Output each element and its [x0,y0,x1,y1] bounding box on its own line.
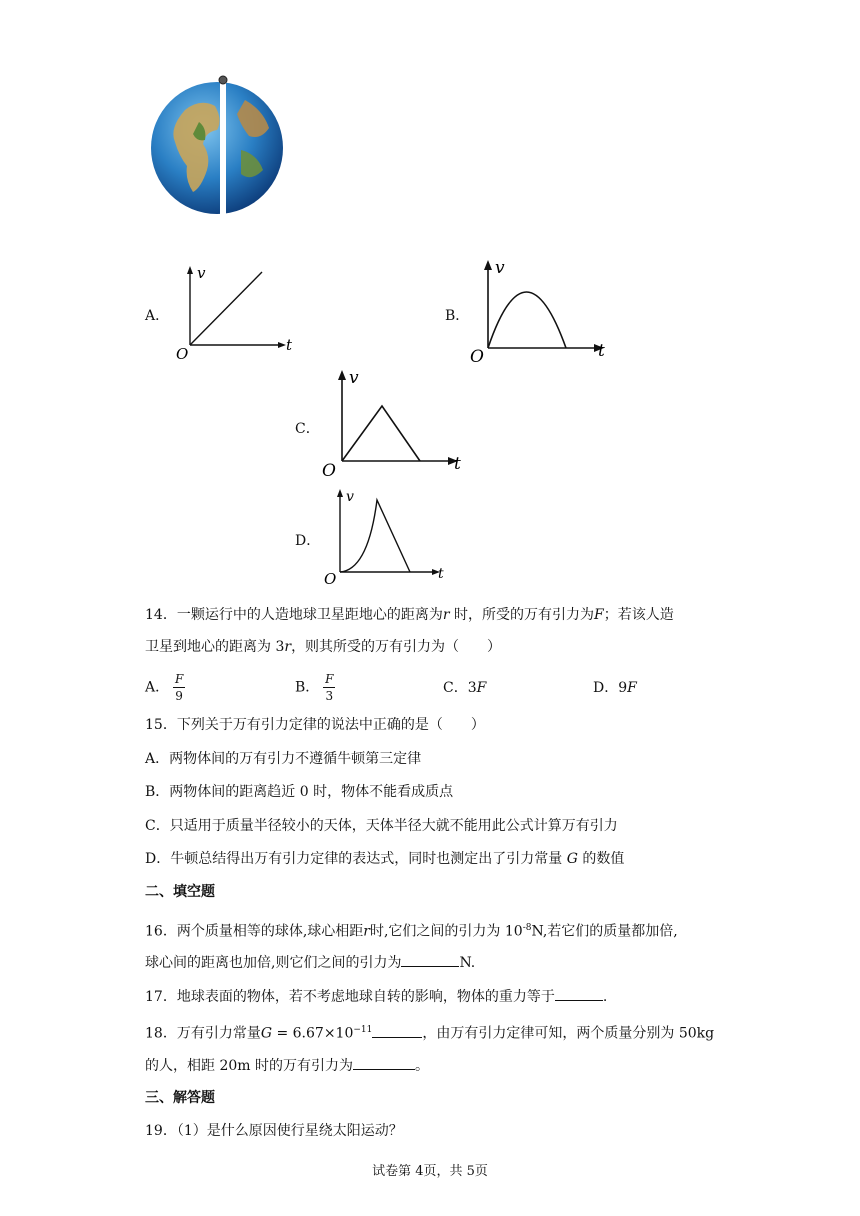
earth-globe-icon [145,70,295,220]
svg-text:v: v [495,258,505,278]
q18-unit-blank[interactable] [372,1022,422,1038]
svg-text:t: t [438,566,444,582]
graph-a [170,262,300,362]
q14-line1: 14．一颗运行中的人造地球卫星距地心的距离为r 时，所受的万有引力为F；若该人造 [145,607,674,623]
earth-figure [145,70,295,220]
q16-line1: 16．两个质量相等的球体,球心相距r时,它们之间的引力为 $10^{-8}N$,若它们的质量都加倍, [145,923,678,940]
q14-line2: 卫星到地心的距离为 3r，则其所受的万有引力为（ ） [145,639,502,655]
option-c-label: C． [295,421,320,437]
q14-option-c[interactable]: C．3F [443,680,487,696]
graph-c [320,366,470,478]
option-a-label: A． [145,308,170,324]
svg-text:v: v [346,489,354,505]
q17-line: 17．地球表面的物体，若不考虑地球自转的影响，物体的重力等于 . [145,985,607,1007]
graph-d [322,486,452,588]
q15-option-c[interactable]: C．只适用于质量半径较小的天体，天体半径大就不能用此公式计算万有引力 [145,818,618,834]
option-d-label: D． [295,533,321,549]
axis-v-label: v [197,264,206,282]
section-answer-heading: 三、解答题 [145,1090,215,1106]
svg-text:O: O [470,347,484,366]
section-fill-blank-heading: 二、填空题 [145,884,215,900]
q18-line2: 的人，相距 20m 时的万有引力为 。 [145,1054,429,1076]
svg-text:O: O [322,461,336,478]
q16-answer-blank[interactable] [401,951,459,967]
q18-answer-blank[interactable] [353,1054,415,1070]
svg-text:t: t [598,341,605,361]
q15-stem: 15．下列关于万有引力定律的说法中正确的是（ ） [145,717,485,733]
q16-line2: 球心间的距离也加倍,则它们之间的引力为 N. [145,951,475,973]
q19-line: 19．（1）是什么原因使行星绕太阳运动？ [145,1123,403,1139]
q14-option-a[interactable]: A． $\frac{F}{9}$ [145,672,184,703]
q14-option-d[interactable]: D．9F [593,680,637,696]
q17-answer-blank[interactable] [555,985,603,1001]
svg-text:v: v [349,368,359,388]
svg-text:O: O [324,570,337,588]
svg-text:t: t [454,454,461,474]
origin-label: O [176,345,189,362]
q18-line1: 18．万有引力常量$G = 6.67\times 10^{-11}$ ，由万有引力定律可知，两个质量分别为 50kg [145,1020,714,1044]
q14-option-b[interactable]: B． $\frac{F}{3}$ [295,672,334,703]
graph-b [466,256,616,366]
q15-option-a[interactable]: A．两物体间的万有引力不遵循牛顿第三定律 [145,751,422,767]
option-b-label: B． [445,308,470,324]
q15-option-d[interactable]: D．牛顿总结得出万有引力定律的表达式，同时也测定出了引力常量 G 的数值 [145,851,625,867]
axis-t-label: t [286,336,293,354]
q15-option-b[interactable]: B．两物体间的距离趋近 0 时，物体不能看成质点 [145,784,454,800]
page-footer: 试卷第 4页，共 5页 [372,1164,488,1179]
